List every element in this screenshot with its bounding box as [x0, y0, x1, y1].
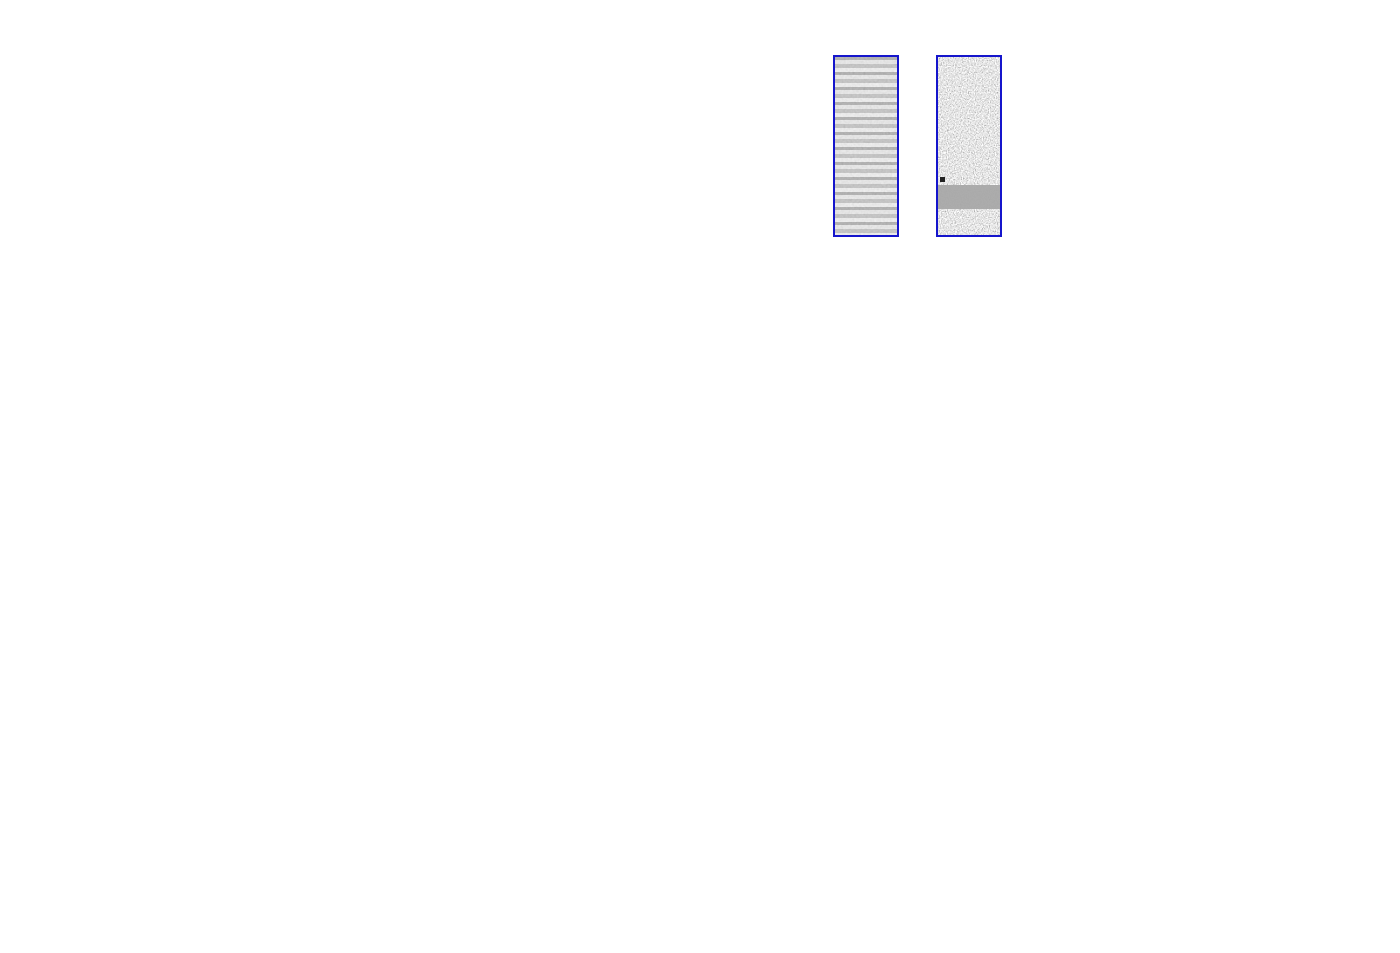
- clean-image-band: [938, 185, 1000, 209]
- line-fit-inset-plot: [1030, 42, 1360, 252]
- full-spectrum-plot: [60, 262, 1350, 462]
- clean-image: [936, 55, 1002, 237]
- sky-noise: [835, 57, 897, 235]
- clean-image-dark-pixel: [940, 177, 945, 182]
- with-sky-image: [833, 55, 899, 237]
